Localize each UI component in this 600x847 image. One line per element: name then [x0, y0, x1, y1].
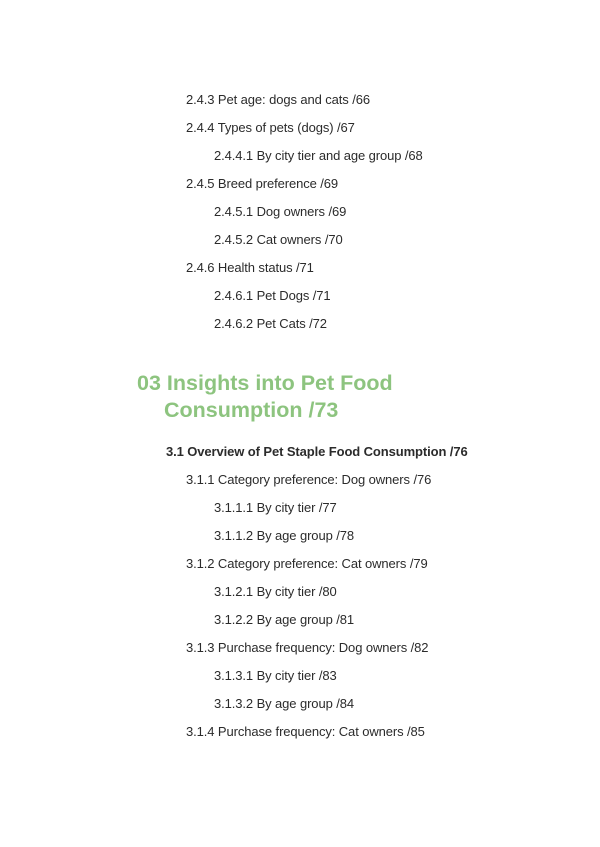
toc-entry-3-1[interactable]: 3.1 Overview of Pet Staple Food Consumption /76 [166, 444, 468, 459]
toc-entry-3-1-2-1[interactable]: 3.1.2.1 By city tier /80 [214, 584, 337, 599]
toc-entry-3-1-3-1[interactable]: 3.1.3.1 By city tier /83 [214, 668, 337, 683]
toc-entry-3-1-4[interactable]: 3.1.4 Purchase frequency: Cat owners /85 [186, 724, 425, 739]
toc-entry-2-4-5-1[interactable]: 2.4.5.1 Dog owners /69 [214, 204, 347, 219]
toc-entry-2-4-5-2[interactable]: 2.4.5.2 Cat owners /70 [214, 232, 343, 247]
toc-entry-2-4-6-2[interactable]: 2.4.6.2 Pet Cats /72 [214, 316, 327, 331]
toc-entry-3-1-3[interactable]: 3.1.3 Purchase frequency: Dog owners /82 [186, 640, 429, 655]
chapter-title-line-1: Insights into Pet Food [166, 371, 393, 395]
toc-entry-3-1-1-1[interactable]: 3.1.1.1 By city tier /77 [214, 500, 337, 515]
toc-entry-2-4-4[interactable]: 2.4.4 Types of pets (dogs) /67 [186, 120, 355, 135]
toc-entry-3-1-2[interactable]: 3.1.2 Category preference: Cat owners /79 [186, 556, 428, 571]
toc-entry-2-4-3[interactable]: 2.4.3 Pet age: dogs and cats /66 [186, 92, 370, 107]
chapter-heading-03[interactable] [137, 370, 393, 424]
toc-entry-3-1-2-2[interactable]: 3.1.2.2 By age group /81 [214, 612, 354, 627]
toc-entry-2-4-6[interactable]: 2.4.6 Health status /71 [186, 260, 314, 275]
chapter-number: 03 [137, 371, 161, 395]
toc-entry-3-1-3-2[interactable]: 3.1.3.2 By age group /84 [214, 696, 354, 711]
toc-entry-2-4-6-1[interactable]: 2.4.6.1 Pet Dogs /71 [214, 288, 331, 303]
toc-entry-2-4-5[interactable]: 2.4.5 Breed preference /69 [186, 176, 339, 191]
chapter-title-line-2: Consumption /73 [164, 398, 339, 422]
toc-entry-3-1-1-2[interactable]: 3.1.1.2 By age group /78 [214, 528, 354, 543]
toc-entry-3-1-1[interactable]: 3.1.1 Category preference: Dog owners /76 [186, 472, 432, 487]
toc-entry-2-4-4-1[interactable]: 2.4.4.1 By city tier and age group /68 [214, 148, 423, 163]
